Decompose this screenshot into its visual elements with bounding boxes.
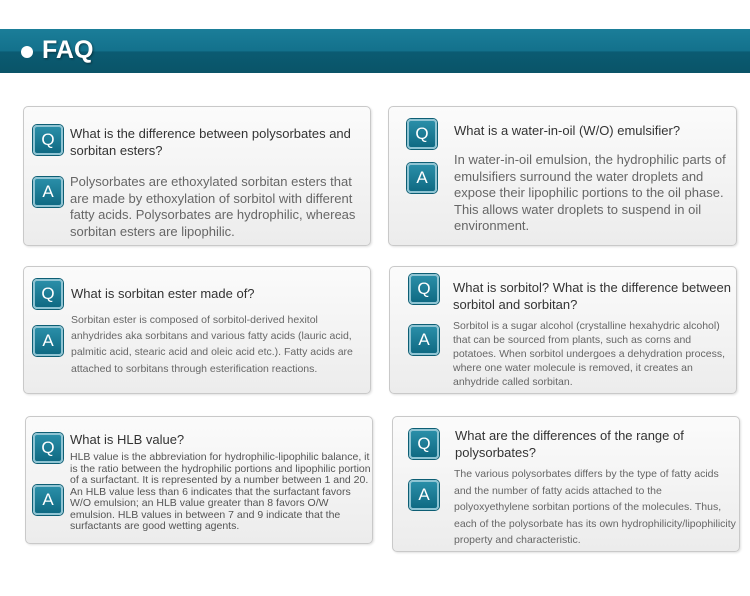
answer-badge: A [409, 480, 439, 510]
question-badge: Q [33, 279, 63, 309]
faq-title: FAQ [42, 36, 94, 64]
answer-badge: A [407, 163, 437, 193]
faq-question: What is the difference between polysorbates and sorbitan esters? [70, 126, 351, 158]
bullet-dot-icon [21, 46, 33, 58]
faq-answer: Sorbitol is a sugar alcohol (crystalline hexahydric alcohol) that can be sourced from plants, such as corns and potatoes. When sorbitol undergoes a dehydration process, where one water molecule is removed, it creates an anhydride called sorbitan. [453, 320, 726, 388]
faq-question: What are the differences of the range of polysorbates? [455, 428, 684, 460]
faq-answer: Sorbitan ester is composed of sorbitol-derived hexitol anhydrides aka sorbitans and various fatty acids (lauric acid, palmitic acid, stearic acid and oleic acid etc.). Fatty acids are attached to sorbitans through esterification reactions. [71, 314, 353, 375]
faq-card [392, 416, 740, 552]
faq-question: What is sorbitol? What is the difference between sorbitol and sorbitan? [453, 280, 731, 312]
question-badge: Q [409, 429, 439, 459]
faq-card [25, 416, 373, 544]
faq-question: What is HLB value? [70, 432, 185, 447]
faq-card [389, 266, 737, 394]
question-badge: Q [409, 274, 439, 304]
faq-question: What is sorbitan ester made of? [71, 286, 255, 301]
answer-badge: A [33, 485, 63, 515]
faq-card [23, 106, 371, 246]
answer-badge: A [409, 325, 439, 355]
faq-answer: In water-in-oil emulsion, the hydrophilic parts of emulsifiers surround the water droplets and expose their lipophilic portions to the oil phase. This allows water droplets to suspend in oil environment. [454, 152, 726, 234]
faq-answer: HLB value is the abbreviation for hydrophilic-lipophilic balance, it is the ratio between the hydrophilic portions and lipophilic portion of a surfactant. It is represented by a number between 1 and 20. An HLB value less than 6 indicates that the surfactant favors W/O emulsion; an HLB value greater than 8 favors O/W emulsion. HLB values in between 7 and 9 indicate that the surfactants are good wetting agents. [70, 451, 371, 532]
answer-badge: A [33, 326, 63, 356]
faq-card [388, 106, 737, 246]
question-badge: Q [407, 119, 437, 149]
faq-question: What is a water-in-oil (W/O) emulsifier? [454, 123, 681, 138]
faq-answer: The various polysorbates differs by the type of fatty acids and the number of fatty acids attached to the polyoxyethylene sorbitan portions of the molecules. Thus, each of the polysorbate has its own hydrophilicity/lipophilicity property and characteristic. [454, 468, 736, 547]
faq-answer: Polysorbates are ethoxylated sorbitan esters that are made by ethoxylation of sorbitol with different fatty acids. Polysorbates are hydrophilic, whereas sorbitan esters are lipophilic. [70, 174, 356, 239]
question-badge: Q [33, 433, 63, 463]
faq-card [23, 266, 371, 394]
faq-banner [0, 29, 750, 73]
question-badge: Q [33, 125, 63, 155]
answer-badge: A [33, 177, 63, 207]
